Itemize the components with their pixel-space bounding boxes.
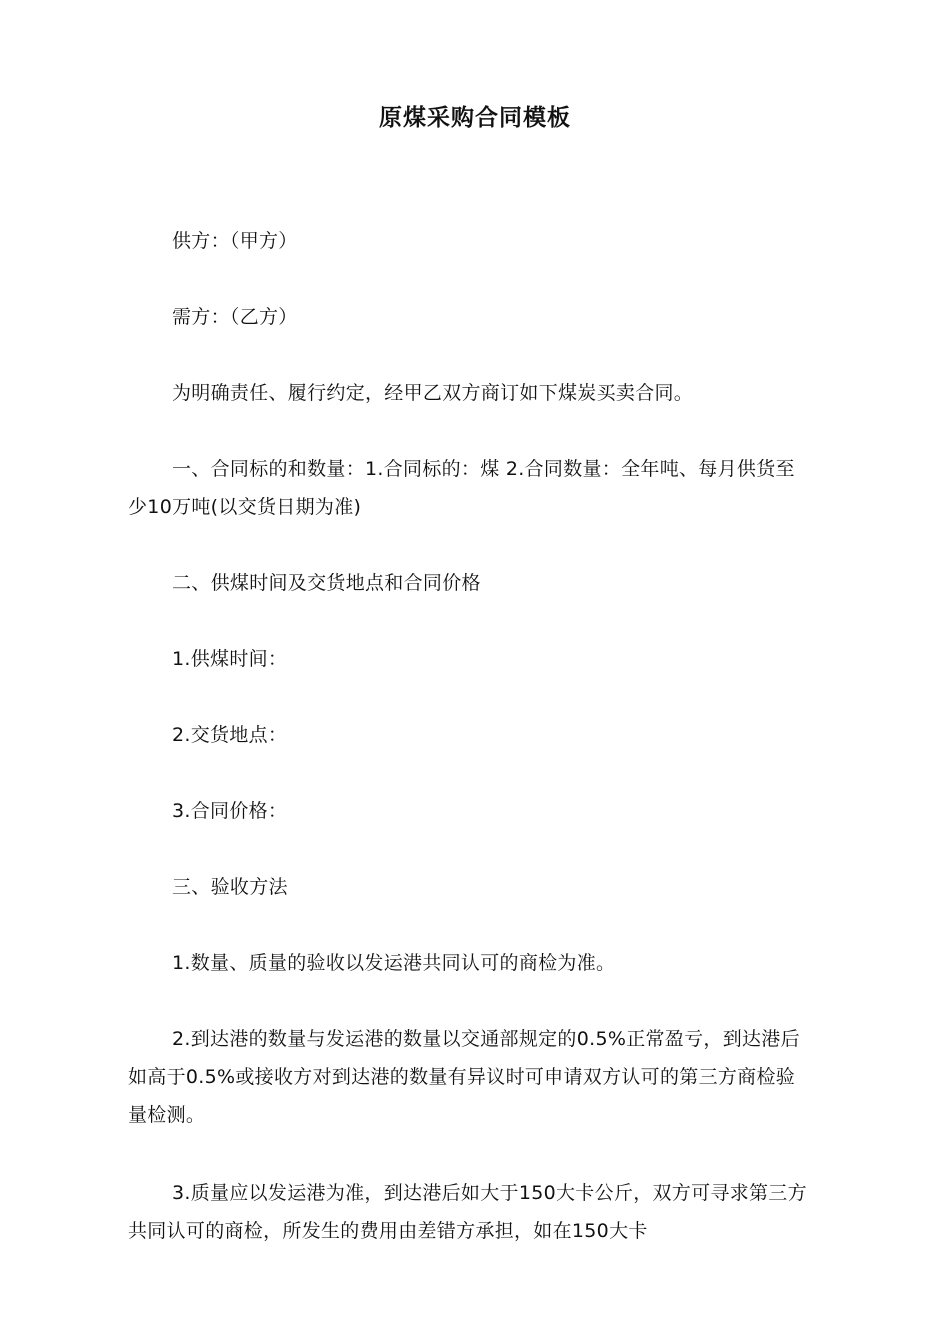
paragraph-section-3-heading: 三、验收方法 (172, 876, 288, 898)
paragraph-delivery-location: 2.交货地点： (172, 724, 288, 746)
paragraph-supply-time: 1.供煤时间： (172, 648, 288, 670)
document-title: 原煤采购合同模板 (379, 105, 571, 131)
paragraph-section-1: 一、合同标的和数量：1.合同标的：煤 2.合同数量：全年吨、每月供货至少10万吨(以交货日期为准) (128, 458, 795, 518)
paragraph-section-2-heading: 二、供煤时间及交货地点和合同价格 (172, 572, 481, 594)
paragraph-inspection-2: 2.到达港的数量与发运港的数量以交通部规定的0.5%正常盈亏，到达港后如高于0.5%或接收方对到达港的数量有异议时可申请双方认可的第三方商检验量检测。 (128, 1028, 800, 1126)
paragraph-inspection-1: 1.数量、质量的验收以发运港共同认可的商检为准。 (172, 952, 616, 974)
paragraph-intro: 为明确责任、履行约定，经甲乙双方商订如下煤炭买卖合同。 (172, 382, 694, 404)
paragraph-inspection-3: 3.质量应以发运港为准，到达港后如大于150大卡公斤，双方可寻求第三方共同认可的商检，所发生的费用由差错方承担，如在150大卡 (128, 1182, 807, 1242)
paragraph-supplier: 供方：（甲方） (172, 230, 298, 252)
paragraph-buyer: 需方：（乙方） (172, 306, 298, 328)
paragraph-contract-price: 3.合同价格： (172, 800, 288, 822)
